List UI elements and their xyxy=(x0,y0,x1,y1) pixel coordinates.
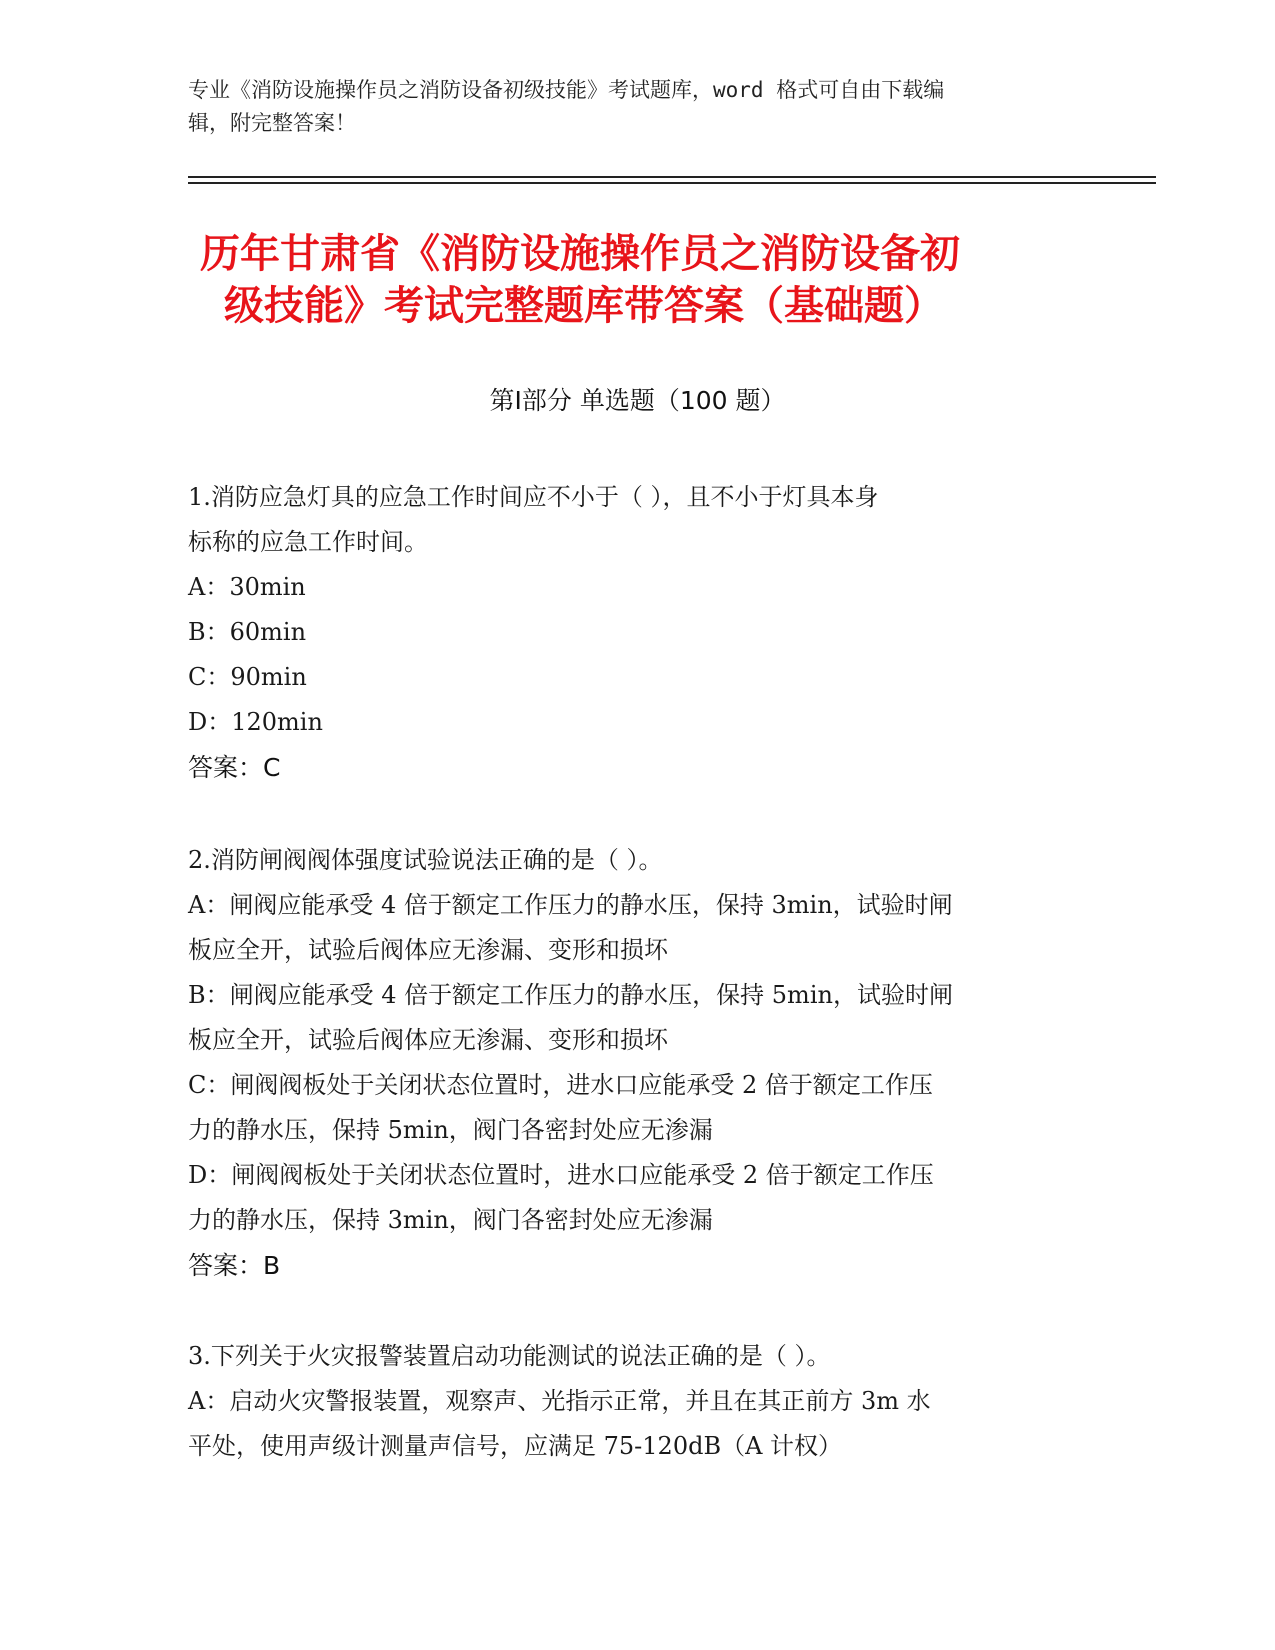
question-2 xyxy=(188,838,1088,1288)
question-stem: 标称的应急工作时间。 xyxy=(188,528,428,556)
answer: 答案：C xyxy=(188,753,281,782)
header-note xyxy=(188,74,1068,140)
option-a: A：闸阀应能承受 4 倍于额定工作压力的静水压，保持 3min，试验时闸 xyxy=(188,891,953,919)
option-b-cont: 板应全开，试验后阀体应无渗漏、变形和损坏 xyxy=(188,1026,668,1054)
option-c: C：闸阀阀板处于关闭状态位置时，进水口应能承受 2 倍于额定工作压 xyxy=(188,1071,933,1099)
header-note-line: 辑，附完整答案！ xyxy=(188,111,356,135)
header-divider-thin xyxy=(188,176,1156,178)
option-d: D：120min xyxy=(188,708,323,736)
question-3 xyxy=(188,1334,1088,1469)
header-note-line: 专业《消防设施操作员之消防设备初级技能》考试题库，word 格式可自由下载编 xyxy=(188,78,945,102)
option-d-cont: 力的静水压，保持 3min，阀门各密封处应无渗漏 xyxy=(188,1206,713,1234)
option-a: A：30min xyxy=(188,573,306,601)
header-divider-thick xyxy=(188,182,1156,184)
question-stem: 2.消防闸阀阀体强度试验说法正确的是（ ）。 xyxy=(188,846,663,874)
question-1 xyxy=(188,475,1088,790)
option-a-cont: 板应全开，试验后阀体应无渗漏、变形和损坏 xyxy=(188,936,668,964)
option-a: A：启动火灾警报装置，观察声、光指示正常，并且在其正前方 3m 水 xyxy=(188,1387,931,1415)
option-d: D：闸阀阀板处于关闭状态位置时，进水口应能承受 2 倍于额定工作压 xyxy=(188,1161,934,1189)
option-c-cont: 力的静水压，保持 5min，阀门各密封处应无渗漏 xyxy=(188,1116,713,1144)
answer: 答案：B xyxy=(188,1251,281,1280)
question-stem: 1.消防应急灯具的应急工作时间应不小于（ ），且不小于灯具本身 xyxy=(188,483,879,511)
title-line: 级技能》考试完整题库带答案（基础题） xyxy=(224,283,944,329)
option-b: B：60min xyxy=(188,618,307,646)
document-title xyxy=(200,228,1080,332)
section-heading: 第Ⅰ部分 单选题（100 题） xyxy=(489,386,786,415)
option-b: B：闸阀应能承受 4 倍于额定工作压力的静水压，保持 5min，试验时闸 xyxy=(188,981,953,1009)
option-a-cont: 平处，使用声级计测量声信号，应满足 75-120dB（A 计权） xyxy=(188,1432,843,1460)
question-stem: 3.下列关于火灾报警装置启动功能测试的说法正确的是（ ）。 xyxy=(188,1342,831,1370)
option-c: C：90min xyxy=(188,663,307,691)
title-line: 历年甘肃省《消防设施操作员之消防设备初 xyxy=(200,231,960,277)
